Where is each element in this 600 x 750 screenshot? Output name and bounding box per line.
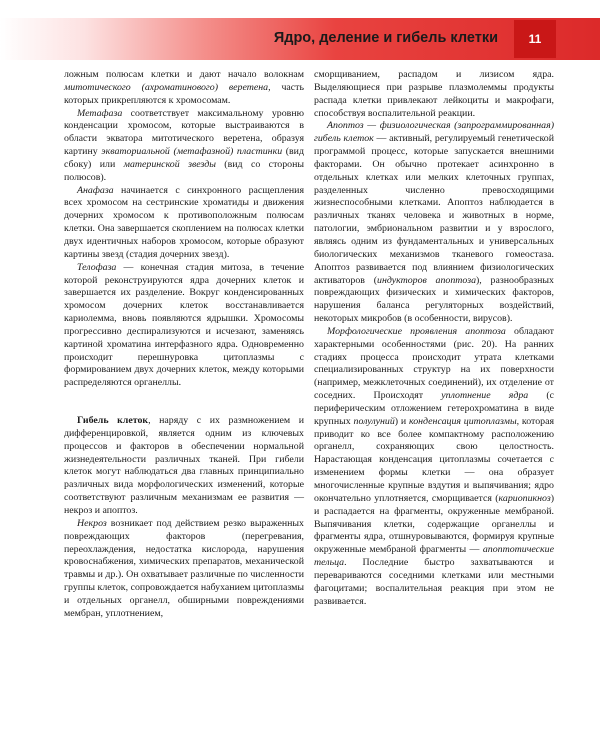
page-number: 11: [514, 20, 556, 58]
paragraph-telophase: Телофаза — конечная стадия митоза, в течение которой реконструируются ядра дочерних клеток и завершается их разделение. Вокруг конденсированных хромосом дочерних клеток восстанавливается кариолемма, вновь появляются ядрышки. Хромосомы прогрессивно деспирализуются и исчезают, заменяясь картиной хроматина интерфазного ядра. Одновременно происходит перешнуровка цитоплазмы с формированием двух дочерних клеток, между которыми распределяются органеллы.: [64, 261, 304, 389]
chapter-title: Ядро, деление и гибель клетки: [273, 30, 498, 46]
paragraph-necrosis-cont: сморщиванием, распадом и лизисом ядра. Выделяющиеся при разрыве плазмолеммы продукты распада клетки привлекают лейкоциты и макрофаги, способствуя воспалительной реакции.: [314, 69, 554, 119]
paragraph-necrosis: Некроз возникает под действием резко выраженных повреждающих факторов (перегревания, переохлаждения, недостатка кислорода, нарушения кровоснабжения, химических препаратов, механической травмы и др.). Он охватывает различные по численности группы клеток, сопровождается набуханием цитоплазмы и отдельных органелл, обширными повреждениями мембран, уплотнением,: [64, 517, 304, 619]
paragraph-apoptosis: Апоптоз — физиологическая (запрограммированная) гибель клеток — активный, регулируемый генетической программой процесс, которые запускается внешними факторами. Он обычно протекает асинхронно в отдельных клетках или мелких клеточных группах, разделенных численно превосходящими жизнеспособными клетками. Апоптоз наблюдается в различных тканях человека и животных в норме, патологии, эмбриональном развитии и у взрослого, являясь одним из фундаментальных и универсальных биологических механизмов тканевого гомеостаза. Апоптоз развивается под влиянием физиологических активаторов (индукторов апоптоза), разнообразных повреждающих физических и химических факторов, нарушения баланса регуляторных воздействий, некоторых микробов (в особенности, вирусов).: [314, 120, 554, 325]
paragraph-metaphase: Метафаза соответствует максимальному уровню конденсации хромосом, которые выстраиваются в области экватора митотического веретена, образуя картину экваториальной (метафазной) пластинки (вид сбоку) или материнской звезды (вид со стороны полюсов).: [64, 107, 304, 183]
paragraph-spindle: ложным полюсам клетки и дают начало волокнам митотического (ахроматинового) веретена, часть которых прикрепляются к хромосомам.: [64, 69, 304, 106]
right-column: [314, 69, 554, 608]
paragraph-anaphase: Анафаза начинается с синхронного расщепления всех хромосом на сестринские хроматиды и движения дочерних хромосом к противоположным полюсам клетки. Она завершается скоплением на полюсах клетки двух идентичных наборов хромосом, которые образуют картины звезд (стадия дочерних звезд).: [64, 184, 304, 260]
paragraph-cell-death: Гибель клеток, наряду с их размножением и дифференцировкой, является одним из ключевых процессов и факторов в обеспечении нормальной жизнедеятельности различных тканей. При гибели клеток могут наблюдаться два главных принципиально различных вида морфологических изменений, которые соответствуют различным механизмам ее развития — некроз и апоптоз.: [64, 415, 304, 516]
left-column: [64, 69, 304, 621]
page-header: [0, 18, 600, 60]
paragraph-apoptosis-morphology: Морфологические проявления апоптоза обладают характерными особенностями (рис. 20). На ранних стадиях процесса происходит утрата клетками специализированных структур на их поверхности (например, межклеточных соединений), их отделение от соседних. Происходят уплотнение ядра (с периферическим отложением гетерохроматина в виде крупных полулуний) и конденсация цитоплазмы, которая приводит ко все более компактному расположению органелл, сохраняющих свою целостность. Нарастающая конденсация цитоплазмы сочетается с изменением формы клетки — она образует многочисленные крупные вздутия и выпячивания; ядро окончательно уплотняется, сморщивается (кариопикноз) и распадается на фрагменты, окруженные мембраной. Выпячивания клетки, содержащие органеллы и фрагменты ядра, отшнуровываются, формируя крупные окруженные мембраной фрагменты — апоптотические тельца. Последние быстро захватываются и перевариваются соседними клетками или местными фагоцитами; воспалительная реакция при этом не развивается.: [314, 325, 555, 607]
